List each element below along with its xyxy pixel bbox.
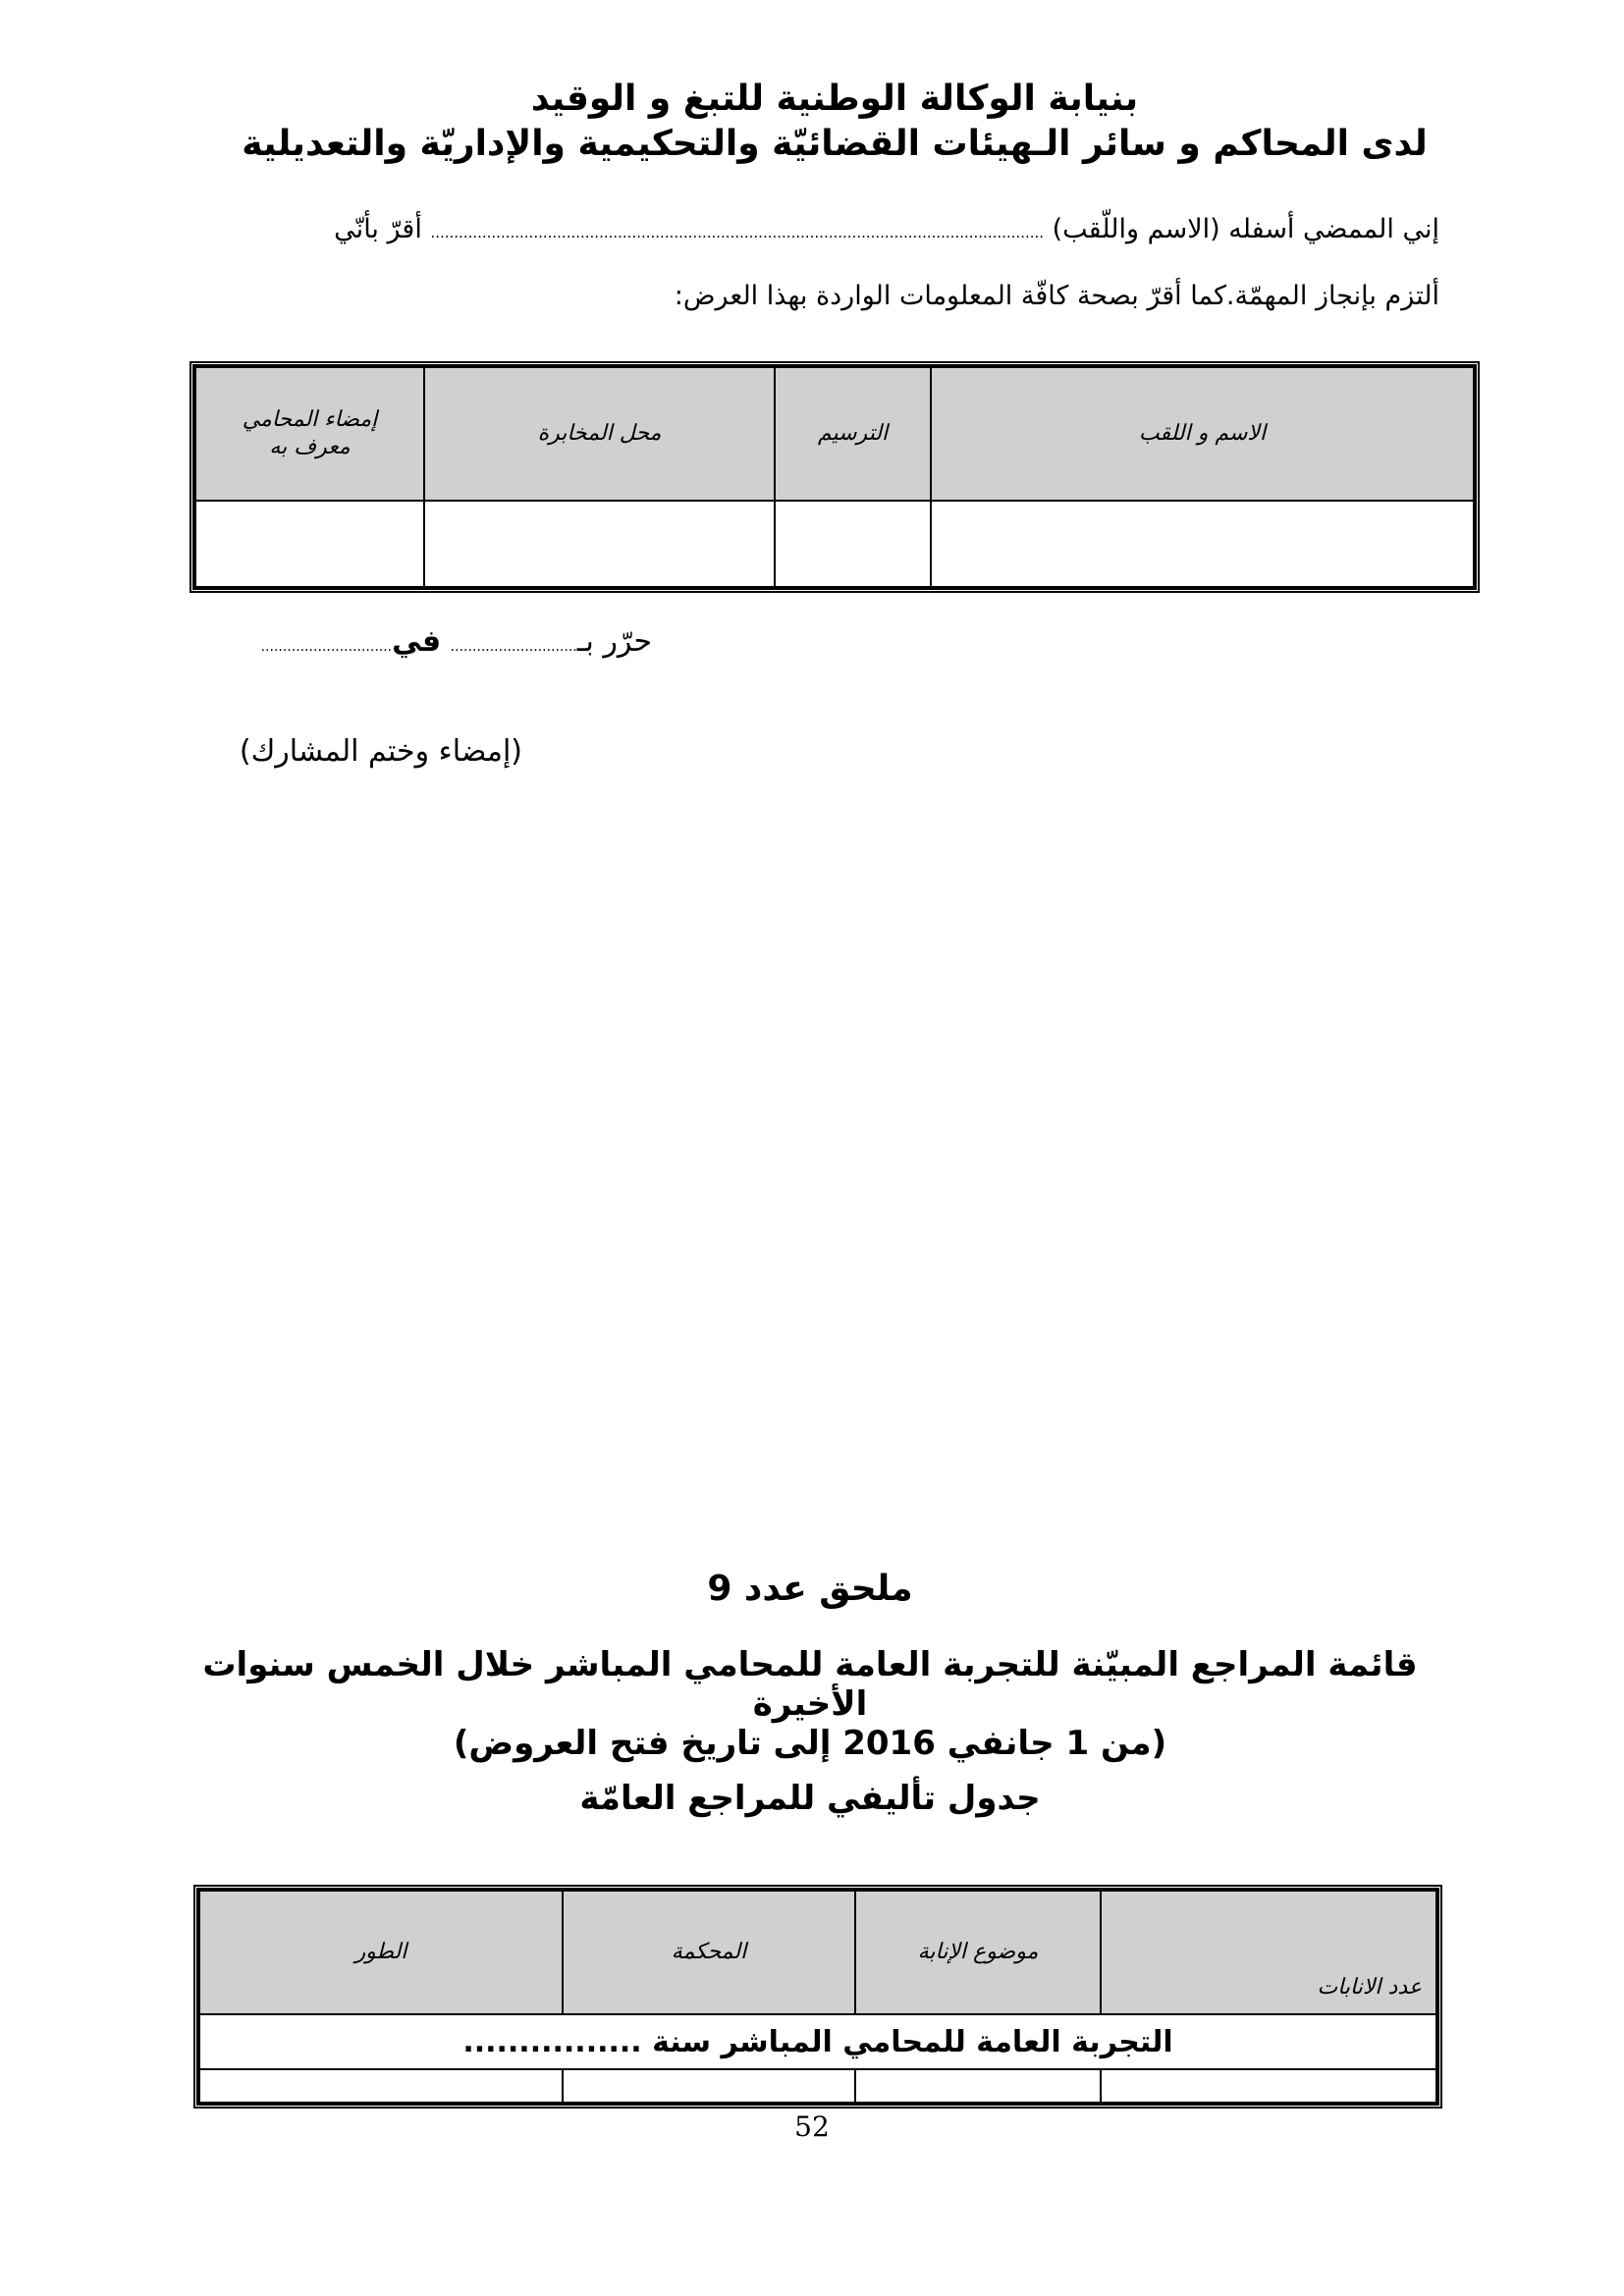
participant-signature-label: (إمضاء وختم المشارك): [239, 734, 522, 769]
cell-stage[interactable]: [199, 2069, 563, 2103]
cell-name[interactable]: [931, 501, 1474, 587]
cell-mandates-count[interactable]: [1101, 2069, 1436, 2103]
declaration-line-1: [334, 212, 1439, 250]
cell-lawyer-signature[interactable]: [195, 501, 424, 587]
declaration-name-dots: ...................................................................................................................................: [430, 224, 1045, 241]
cell-registration[interactable]: [775, 501, 931, 587]
on-date-dots: ..............................: [260, 639, 393, 655]
header-address: محل المخابرة: [424, 367, 775, 501]
cell-mandate-subject[interactable]: [855, 2069, 1101, 2103]
written-at-line: [261, 624, 652, 665]
header-line-1: بنيابة الوكالة الوطنية للتبغ و الوقيد: [530, 79, 1139, 119]
declaration-line-2: ألتزم بإنجاز المهمّة.كما أقرّ بصحة كافّة المعلومات الواردة بهذا العرض:: [674, 281, 1439, 311]
header-registration: الترسيم: [775, 367, 931, 501]
experience-year-row: التجربة العامة للمحامي المباشر سنة ................: [199, 2014, 1436, 2069]
cell-address[interactable]: [424, 501, 775, 587]
header-lawyer-signature: [195, 367, 424, 501]
header-stage: الطور: [199, 1891, 563, 2014]
lawyer-signature-label: إمضاء المحامي معرف به: [242, 407, 378, 459]
annex-subtitle: قائمة المراجع المبيّنة للتجربة العامة للمحامي المباشر خلال الخمس سنوات الأخيرة: [202, 1645, 1418, 1724]
header-line-2: لدى المحاكم و سائر الـهيئات القضائيّة والتحكيمية والإداريّة والتعديلية: [242, 124, 1428, 164]
declaration-name-label: إني الممضي أسفله (الاسم واللّقب): [1052, 214, 1439, 244]
written-at-dots: .............................: [450, 639, 577, 655]
declaration-affirm: أقرّ بأنّي: [334, 214, 422, 244]
header-mandate-subject: موضوع الإنابة: [855, 1891, 1101, 2014]
annex-title: ملحق عدد 9: [707, 1569, 913, 1609]
page-number: 52: [794, 2110, 830, 2143]
references-table: [193, 1885, 1442, 2109]
header-name: الاسم و اللقب: [931, 367, 1474, 501]
annex-table-title: جدول تأليفي للمراجع العامّة: [579, 1779, 1041, 1818]
annex-period: (من 1 جانفي 2016 إلى تاريخ فتح العروض): [453, 1724, 1167, 1763]
written-at-label: حرّر بـ: [576, 624, 652, 659]
on-date-label: في: [392, 624, 442, 659]
participant-table: [189, 361, 1480, 593]
cell-court[interactable]: [563, 2069, 855, 2103]
header-mandates-count: عدد الانابات: [1101, 1891, 1436, 2014]
header-court: المحكمة: [563, 1891, 855, 2014]
